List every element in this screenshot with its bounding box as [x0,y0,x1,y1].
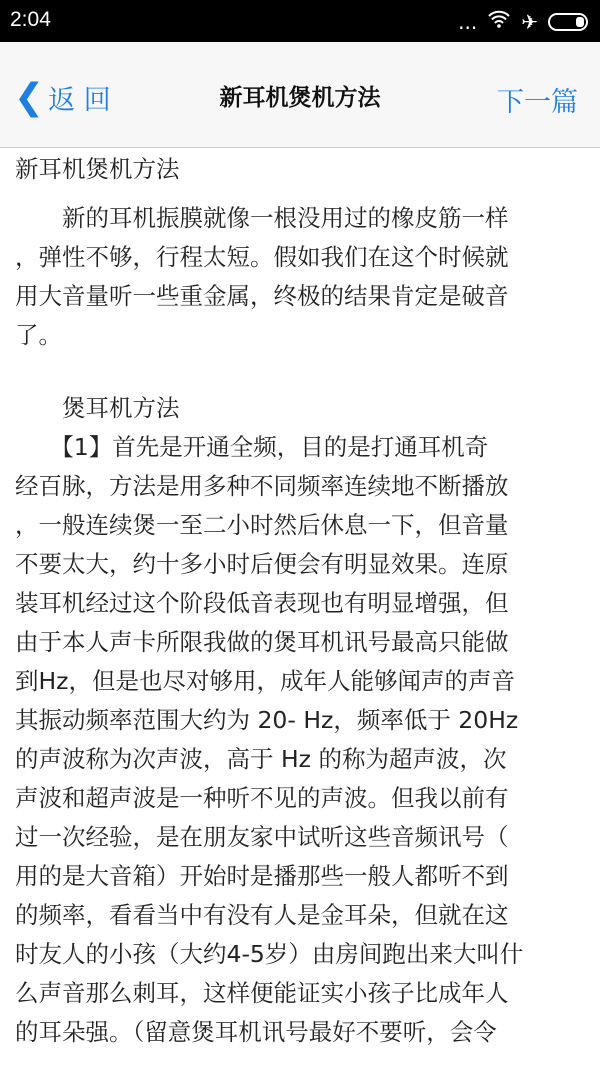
more-dots: ... [458,9,478,34]
clock: 2:04 [10,8,51,31]
text-line: 用大音量听一些重金属，终极的结果肯定是破音 [15,282,509,310]
text-line: 的频率，看看当中有没有人是金耳朵，但就在这 [15,901,509,929]
navigation-bar [0,42,600,148]
text-line: 到Hz，但是也尽对够用，成年人能够闻声的声音 [15,667,516,695]
text-line: 声波和超声波是一种听不见的声波。但我以前有 [15,784,509,812]
text-line: 用的是大音箱）开始时是播那些一般人都听不到 [15,862,509,890]
paragraph-intro [15,199,590,355]
back-label: 返 回 [48,85,111,116]
text-line: 新的耳机振膜就像一根没用过的橡皮筋一样 [15,204,509,232]
section-heading: 煲耳机方法 [15,394,180,422]
text-line: 的声波称为次声波，高于 Hz 的称为超声波，次 [15,745,507,773]
text-line: 【1】首先是开通全频，目的是打通耳机奇 [15,433,489,461]
page-title: 新耳机煲机方法 [219,85,381,111]
chevron-left-icon: ❮ [14,76,45,118]
wifi-icon [487,9,511,34]
text-line: 了。 [15,321,62,349]
text-line: 的耳朵强。（留意煲耳机讯号最好不要听，会令 [15,1018,497,1046]
text-line: 装耳机经过这个阶段低音表现也有明显增强，但 [15,589,509,617]
text-line: 不要太大，约十多小时后便会有明显效果。连原 [15,550,509,578]
text-line: ，弹性不够，行程太短。假如我们在这个时候就 [15,243,509,271]
battery-icon [548,13,588,31]
text-line: 过一次经验，是在朋友家中试听这些音频讯号（ [15,823,509,851]
text-line: 时友人的小孩（大约4-5岁）由房间跑出来大叫什 [15,940,524,968]
status-bar [0,0,600,42]
text-line: 经百脉，方法是用多种不同频率连续地不断播放 [15,472,509,500]
text-line: 由于本人声卡所限我做的煲耳机讯号最高只能做 [15,628,509,656]
airplane-icon: ✈ [521,9,538,34]
article-body [15,150,590,1052]
paragraph-method-1 [15,428,590,1052]
text-line: ，一般连续煲一至二小时然后休息一下，但音量 [15,511,509,539]
article-heading: 新耳机煲机方法 [15,155,180,183]
next-article-button[interactable]: 下一篇 [497,87,578,118]
text-line: 其振动频率范围大约为 20- Hz，频率低于 20Hz [15,706,519,734]
text-line: 么声音那么刺耳，这样便能证实小孩子比成年人 [15,979,509,1007]
